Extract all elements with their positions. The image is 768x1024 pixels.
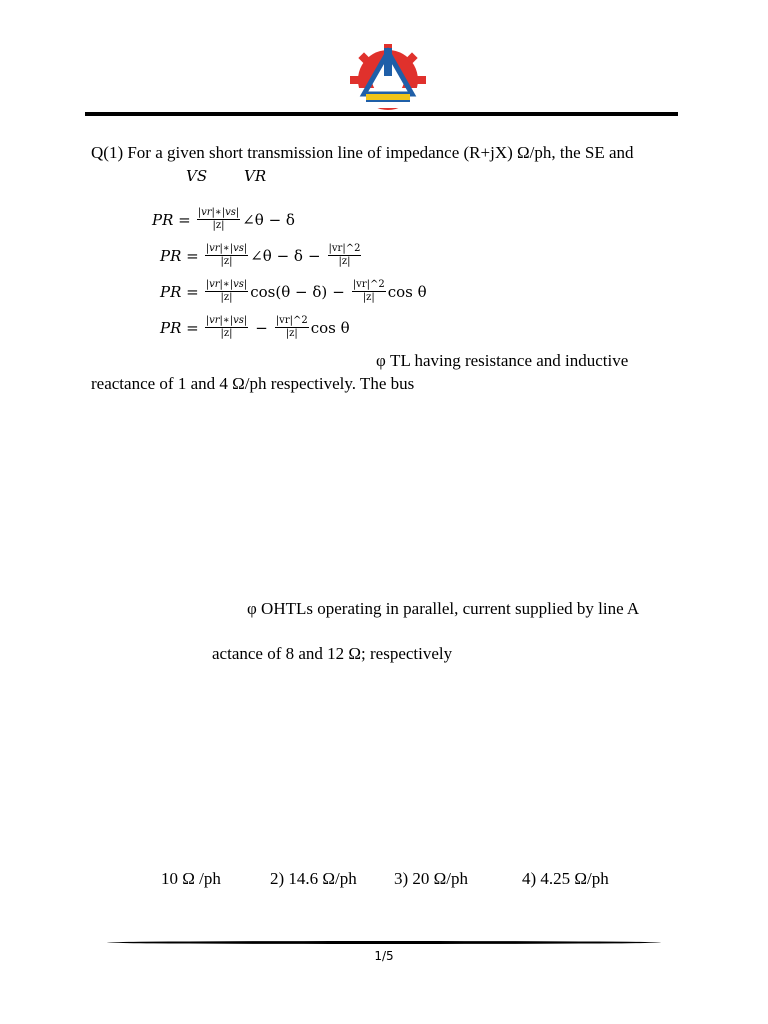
header-rule	[85, 112, 678, 116]
eq-operator: −	[255, 318, 268, 337]
fraction-denominator: |z|	[212, 220, 225, 231]
fraction-numerator: |vr|∗|vs|	[205, 243, 248, 254]
answer-option-1: 10 Ω /ph	[161, 869, 221, 888]
footer-rule	[107, 941, 661, 944]
answer-option-3: 3) 20 Ω/ph	[394, 869, 469, 888]
fraction	[328, 243, 362, 268]
eq-tail: cos θ	[310, 318, 350, 337]
eq-operator: −	[307, 246, 321, 265]
eq-tail: ∠θ − δ	[242, 210, 295, 229]
eq-mid: ∠θ − δ	[250, 246, 303, 265]
fraction-numerator: |vr|^2	[328, 243, 361, 254]
fraction	[352, 279, 386, 304]
fraction-numerator: |vr|^2	[352, 279, 385, 290]
eq-lhs: PR =	[152, 210, 191, 229]
eq-lhs: PR =	[160, 282, 199, 301]
option-equation-2	[160, 243, 363, 268]
eq-lhs: PR =	[160, 318, 199, 337]
fraction	[205, 243, 248, 268]
q1-intro: Q(1) For a given short transmission line of impedance (R+jX) Ω/ph, the SE and	[91, 143, 634, 162]
fraction	[205, 279, 248, 304]
fraction-numerator: |vr|∗|vs|	[197, 207, 240, 218]
eq-lhs: PR =	[160, 246, 199, 265]
fraction	[197, 207, 240, 232]
fraction-denominator: |z|	[220, 256, 233, 267]
q3-line-2: actance of 8 and 12 Ω; respectively	[212, 644, 453, 663]
eq-operator: −	[332, 282, 345, 301]
fraction-numerator: |vr|∗|vs|	[205, 279, 248, 290]
option-equation-3	[160, 279, 427, 304]
q2-line-1: φ TL having resistance and inductive	[376, 351, 629, 370]
fraction-denominator: |z|	[220, 328, 233, 339]
fraction-numerator: |vr|^2	[275, 315, 308, 326]
fraction-denominator: |z|	[285, 328, 298, 339]
page-number: 1/5	[374, 949, 394, 963]
vs-label: VS	[186, 167, 208, 185]
vr-label: VR	[244, 167, 267, 185]
option-equation-4	[160, 315, 350, 340]
university-gear-logo-icon	[346, 44, 430, 110]
q2-line-2: reactance of 1 and 4 Ω/ph respectively. The bus	[91, 374, 415, 393]
university-logo	[346, 44, 430, 110]
q3-line-1: φ OHTLs operating in parallel, current supplied by line A	[247, 599, 640, 618]
answer-option-2: 2) 14.6 Ω/ph	[270, 869, 357, 888]
eq-mid: cos(θ − δ)	[250, 282, 328, 301]
option-equation-1	[152, 207, 295, 232]
fraction-denominator: |z|	[220, 292, 233, 303]
fraction-denominator: |z|	[362, 292, 375, 303]
answer-option-4: 4) 4.25 Ω/ph	[522, 869, 609, 888]
fraction	[275, 315, 309, 340]
fraction-numerator: |vr|∗|vs|	[205, 315, 248, 326]
fraction-denominator: |z|	[338, 256, 351, 267]
fraction	[205, 315, 248, 340]
eq-tail: cos θ	[387, 282, 427, 301]
